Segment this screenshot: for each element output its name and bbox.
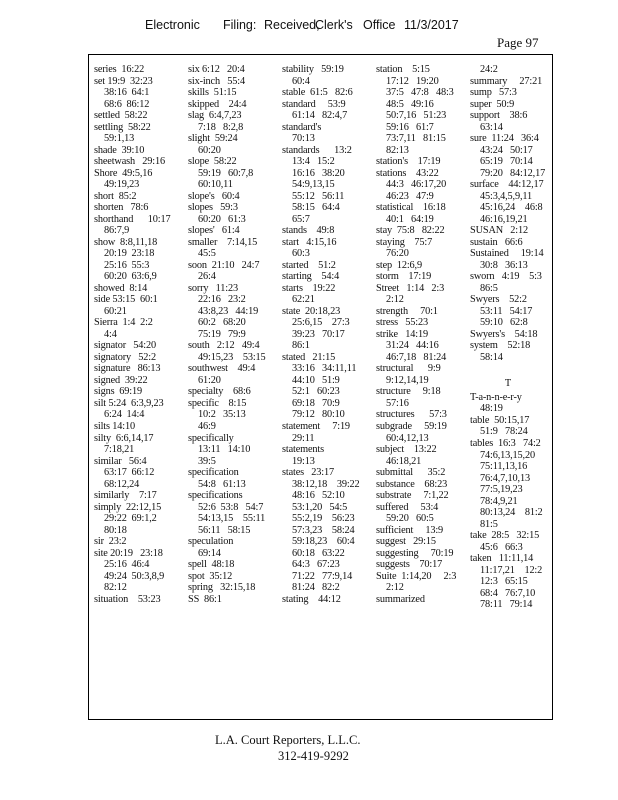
index-entry: suggest 29:15 [376,536,436,548]
index-locator-line: 70:13 [292,133,315,145]
index-locator-line: 81:5 [480,518,498,530]
index-locator-line: 37:5 47:8 48:3 [386,87,454,99]
index-entry: support 38:6 [470,110,528,122]
index-entry: slopes' 61:4 [188,225,240,237]
index-locator-line: 75:19 79:9 [198,328,246,340]
index-locator-line: 58:14 [480,351,503,363]
index-entry: subgrade 59:19 [376,420,447,432]
index-column-3 [282,64,358,605]
index-entry: station's 17:19 [376,156,441,168]
index-locator-line: 63:14 [480,121,503,133]
index-locator-line: 79:12 80:10 [292,409,345,421]
index-entry: side 53:15 60:1 [94,294,158,306]
index-entry: starting 54:4 [282,271,340,283]
index-entry: structural 9:9 [376,363,441,375]
index-locator-line: 46:9 [198,420,216,432]
index-locator-line: 54:13,15 55:11 [198,513,266,525]
index-locator-line: 44:10 51:9 [292,374,340,386]
index-entry: show 8:8,11,18 [94,236,158,248]
index-locator-line: 7:18 8:2,8 [198,121,244,133]
index-entry: started 51:2 [282,259,336,271]
index-locator-line: 25:16 46:4 [104,559,150,571]
index-entry: standard's [282,121,322,133]
index-locator-line: 52:6 53:8 54:7 [198,501,264,513]
index-locator-line: 6:24 14:4 [104,409,145,421]
index-locator-line: 60:18 63:22 [292,547,345,559]
index-locator-line: 58:15 64:4 [292,202,340,214]
index-locator-line: 54:8 61:13 [198,478,246,490]
index-locator-line: 60:3 [292,248,310,260]
index-locator-line: 60:4,12,13 [386,432,429,444]
index-locator-line: 48:19 [480,403,503,415]
index-entry [470,363,546,375]
index-locator-line: 80:18 [104,524,127,536]
index-locator-line: 62:21 [292,294,315,306]
index-locator-line: 61:20 [198,374,221,386]
index-entry: signs 69:19 [94,386,142,398]
index-entry: suggesting 70:19 [376,547,454,559]
index-locator-line: 55:12 56:11 [292,190,345,202]
index-entry: slag 6:4,7,23 [188,110,242,122]
index-locator-line: 78:11 79:14 [480,599,533,611]
index-locator-line: 43:24 50:17 [480,144,533,156]
index-locator-line: 60:2 68:20 [198,317,246,329]
index-entry: showed 8:14 [94,282,148,294]
index-entry: similarly 7:17 [94,490,157,502]
index-locator-line: 25:16 55:3 [104,259,150,271]
index-locator-line: 12:3 65:15 [480,576,528,588]
index-locator-line: 59:10 62:8 [480,317,528,329]
index-locator-line: 19:13 [292,455,315,467]
index-entry: series 16:22 [94,64,145,75]
index-locator-line: 44:3 46:17,20 [386,179,447,191]
index-entry: skipped 24:4 [188,98,247,110]
index-entry: submittal 35:2 [376,467,446,479]
index-locator-line: 31:24 44:16 [386,340,439,352]
index-entry: stated 21:15 [282,351,336,363]
index-entry: soon 21:10 24:7 [188,259,260,271]
index-locator-line: 74:6,13,15,20 [480,449,535,461]
index-locator-line: 26:4 [198,271,216,283]
index-entry: staying 75:7 [376,236,433,248]
index-locator-line: 59:16 61:7 [386,121,434,133]
index-locator-line: 80:13,24 81:2 [480,507,543,519]
index-entry: stay 75:8 82:22 [376,225,445,237]
index-entry: stating 44:12 [282,593,341,605]
index-locator-line: 69:18 70:9 [292,397,340,409]
index-entry: station 5:15 [376,64,430,75]
index-entry: storm 17:19 [376,271,432,283]
index-locator-line: 76:4,7,10,13 [480,472,530,484]
index-entry: sure 11:24 36:4 [470,133,539,145]
index-entry: statement 7:19 [282,420,350,432]
index-entry: suggests 70:17 [376,559,443,571]
index-entry: spring 32:15,18 [188,582,256,594]
index-locator-line: 45:5 [198,248,216,260]
index-locator-line: 57:3,23 58:24 [292,524,355,536]
index-entry: signator 54:20 [94,340,156,352]
index-entry: Suite 1:14,20 2:3 [376,570,457,582]
index-locator-line: 61:14 82:4,7 [292,110,348,122]
index-locator-line: 50:7,16 51:23 [386,110,447,122]
index-entry: standards 13:2 [282,144,352,156]
index-locator-line: 2:12 [386,294,404,306]
index-entry: specification [188,467,239,479]
index-locator-line: 53:11 54:17 [480,305,533,317]
index-entry: similar 56:4 [94,455,147,467]
header-electronic: Electronic [145,18,200,32]
index-locator-line: 60:4 [292,75,310,87]
footer-phone: 312-419-9292 [278,749,349,763]
index-entry: surface 44:12,17 [470,179,544,191]
index-entry: Swyers's 54:18 [470,328,538,340]
index-locator-line: 39:5 [198,455,216,467]
index-locator-line: 86:5 [480,282,498,294]
index-locator-line: 49:24 50:3,8,9 [104,570,165,582]
index-locator-line: 51:9 78:24 [480,426,528,438]
index-entry: tables 16:3 74:2 [470,437,541,449]
index-entry: super 50:9 [470,98,515,110]
index-entry: set 19:9 32:23 [94,75,153,87]
index-entry: slope 58:22 [188,156,237,168]
index-locator-line: 49:15,23 53:15 [198,351,266,363]
index-locator-line: 48:16 52:10 [292,490,345,502]
index-locator-line: 63:17 66:12 [104,467,155,479]
index-locator-line: 65:7 [292,213,310,225]
index-locator-line: 16:16 38:20 [292,167,345,179]
index-locator-line: 52:1 60:23 [292,386,340,398]
index-entry: start 4:15,16 [282,236,337,248]
index-entry: sorry 11:23 [188,282,239,294]
index-locator-line: 9:12,14,19 [386,374,429,386]
index-locator-line: 86:1 [292,340,310,352]
index-entry: shorthand 10:17 [94,213,171,225]
index-locator-line: 56:11 58:15 [198,524,251,536]
index-entry: silty 6:6,14,17 [94,432,154,444]
index-entry: strike 14:19 [376,328,428,340]
index-entry: SUSAN 2:12 [470,225,528,237]
page-number: Page 97 [497,35,539,50]
index-entry: specialty 68:6 [188,386,251,398]
index-entry: sustain 66:6 [470,236,523,248]
index-entry: starts 19:22 [282,282,336,294]
index-locator-line: 60:10,11 [198,179,233,191]
index-entry: signatory 52:2 [94,351,156,363]
index-entry: subject 13:22 [376,444,437,456]
index-locator-line: 48:5 49:16 [386,98,434,110]
index-entry: suffered 53:4 [376,501,439,513]
index-locator-line: 69:14 [198,547,221,559]
index-locator-line: 60:20 [198,144,221,156]
index-locator-line: 38:12,18 39:22 [292,478,360,490]
index-locator-line: 76:20 [386,248,409,260]
index-entry: substrate 7:1,22 [376,490,449,502]
index-locator-line: 46:18,21 [386,455,422,467]
index-entry: smaller 7:14,15 [188,236,258,248]
index-locator-line: 65:19 70:14 [480,156,533,168]
index-column-2 [188,64,264,605]
index-locator-line: 79:20 84:12,17 [480,167,546,179]
index-entry: strength 70:1 [376,305,438,317]
index-entry: specific 8:15 [188,397,247,409]
index-entry: summarized [376,593,425,605]
index-entry: situation 53:23 [94,593,161,605]
header-filing: Filing: [223,18,257,32]
index-entry: six 6:12 20:4 [188,64,245,75]
index-entry: southwest 49:4 [188,363,256,375]
index-entry: spot 35:12 [188,570,233,582]
index-entry: Shore 49:5,16 [94,167,153,179]
index-locator-line: 60:20 63:6,9 [104,271,157,283]
index-entry: signature 86:13 [94,363,161,375]
index-entry: silt 5:24 6:3,9,23 [94,397,164,409]
footer-company: L.A. Court Reporters, L.L.C. [215,733,361,747]
index-entry: step 12:6,9 [376,259,422,271]
index-entry: simply 22:12,15 [94,501,162,513]
index-entry: statistical 16:18 [376,202,446,214]
index-locator-line: 10:2 35:13 [198,409,246,421]
index-locator-line: 29:22 69:1,2 [104,513,157,525]
index-entry: site 20:19 23:18 [94,547,163,559]
index-entry: sheetwash 29:16 [94,156,165,168]
index-locator-line: 33:16 34:11,11 [292,363,357,375]
index-locator-line: 53:1,20 54:5 [292,501,348,513]
index-locator-line: 75:11,13,16 [480,461,528,473]
index-entry: specifications [188,490,243,502]
index-entry: slope's 60:4 [188,190,240,202]
index-entry: spell 48:18 [188,559,235,571]
index-entry: six-inch 55:4 [188,75,245,87]
index-locator-line: 17:12 19:20 [386,75,439,87]
index-entry: Sustained 19:14 [470,248,544,260]
index-entry: sufficient 13:9 [376,524,444,536]
index-entry: settled 58:22 [94,110,148,122]
index-entry: specifically [188,432,234,444]
index-locator-line: 38:16 64:1 [104,87,150,99]
index-entry: stations 43:22 [376,167,439,179]
index-entry: signed 39:22 [94,374,148,386]
index-locator-line: 71:22 77:9,14 [292,570,353,582]
index-locator-line: 30:8 36:13 [480,259,528,271]
header-clerks: Clerk's [315,18,353,32]
index-entry: shorten 78:6 [94,202,149,214]
index-entry: silts 14:10 [94,420,135,432]
index-column-4 [376,64,457,605]
index-locator-line: 45:6 66:3 [480,541,523,553]
index-entry: states 23:17 [282,467,334,479]
index-entry: standard 53:9 [282,98,346,110]
header-date: 11/3/2017 [404,18,459,32]
index-locator-line: 39:23 70:17 [292,328,345,340]
index-entry: state 20:18,23 [282,305,341,317]
index-locator-line: 25:6,15 27:3 [292,317,350,329]
index-locator-line: 20:19 23:18 [104,248,155,260]
index-locator-line: 68:4 76:7,10 [480,587,536,599]
index-locator-line: 7:18,21 [104,444,135,456]
index-entry: taken 11:11,14 [470,553,534,565]
index-entry: south 2:12 49:4 [188,340,260,352]
index-locator-line: 59:1,13 [104,133,135,145]
index-column-5 [470,64,546,611]
index-entry: stability 59:19 [282,64,344,75]
index-entry: sworn 4:19 5:3 [470,271,542,283]
index-locator-line: 46:23 47:9 [386,190,434,202]
index-locator-line: 60:21 [104,305,127,317]
index-entry: take 28:5 32:15 [470,530,540,542]
header-received: Received, [264,18,320,32]
index-locator-line: 40:1 64:19 [386,213,434,225]
index-locator-line: 45:16,24 46:8 [480,202,543,214]
index-entry: Sierra 1:4 2:2 [94,317,153,329]
index-locator-line: 4:4 [104,328,117,340]
index-entry: Swyers 52:2 [470,294,527,306]
index-locator-line: 2:12 [386,582,404,594]
index-locator-line: 64:3 67:23 [292,559,340,571]
index-entry: statements [282,444,324,456]
index-locator-line: 11:17,21 12:2 [480,564,543,576]
index-entry: speculation [188,536,234,548]
index-locator-line: 43:8,23 44:19 [198,305,259,317]
index-entry: slopes 59:3 [188,202,238,214]
header-office: Office [363,18,396,32]
section-letter: T [504,377,512,389]
index-entry: shade 39:10 [94,144,145,156]
index-locator-line: 29:11 [292,432,315,444]
index-entry: settling 58:22 [94,121,151,133]
index-locator-line: 46:16,19,21 [480,213,528,225]
index-column-1 [94,64,170,605]
index-entry: SS 86:1 [188,593,222,605]
index-locator-line: 82:12 [104,582,127,594]
index-entry: sir 23:2 [94,536,127,548]
index-locator-line: 24:2 [480,64,498,75]
index-entry: T-a-n-n-e-r-y [470,391,522,403]
index-locator-line: 13:4 15:2 [292,156,335,168]
index-entry: system 52:18 [470,340,531,352]
index-locator-line: 59:18,23 60:4 [292,536,355,548]
index-locator-line: 45:3,4,5,9,11 [480,190,533,202]
index-entry: short 85:2 [94,190,137,202]
index-entry: summary 27:21 [470,75,543,87]
index-locator-line: 46:7,18 81:24 [386,351,447,363]
index-entry: slight 59:24 [188,133,238,145]
index-locator-line: 86:7,9 [104,225,130,237]
index-locator-line: 78:4,9,21 [480,495,518,507]
index-locator-line: 77:5,19,23 [480,484,523,496]
index-locator-line: 82:13 [386,144,409,156]
index-locator-line: 81:24 82:2 [292,582,340,594]
index-entry: sump 57:3 [470,87,517,99]
index-locator-line: 22:16 23:2 [198,294,246,306]
index-locator-line: 57:16 [386,397,409,409]
index-entry: table 50:15,17 [470,414,530,426]
index-entry: Street 1:14 2:3 [376,282,445,294]
index-locator-line: 54:9,13,15 [292,179,335,191]
index-entry: substance 68:23 [376,478,448,490]
index-entry: stress 55:23 [376,317,428,329]
index-entry: stable 61:5 82:6 [282,87,353,99]
index-locator-line: 59:20 60:5 [386,513,434,525]
index-locator-line: 73:7,11 81:15 [386,133,446,145]
index-locator-line: 60:20 61:3 [198,213,246,225]
index-entry: structures 57:3 [376,409,447,421]
index-entry: stands 49:8 [282,225,335,237]
index-locator-line: 68:6 86:12 [104,98,150,110]
index-locator-line: 59:19 60:7,8 [198,167,254,179]
index-entry: structure 9:18 [376,386,441,398]
index-locator-line: 55:2,19 56:23 [292,513,355,525]
index-locator-line: 13:11 14:10 [198,444,251,456]
index-entry: skills 51:15 [188,87,237,99]
index-locator-line: 68:12,24 [104,478,140,490]
index-locator-line: 49:19,23 [104,179,140,191]
